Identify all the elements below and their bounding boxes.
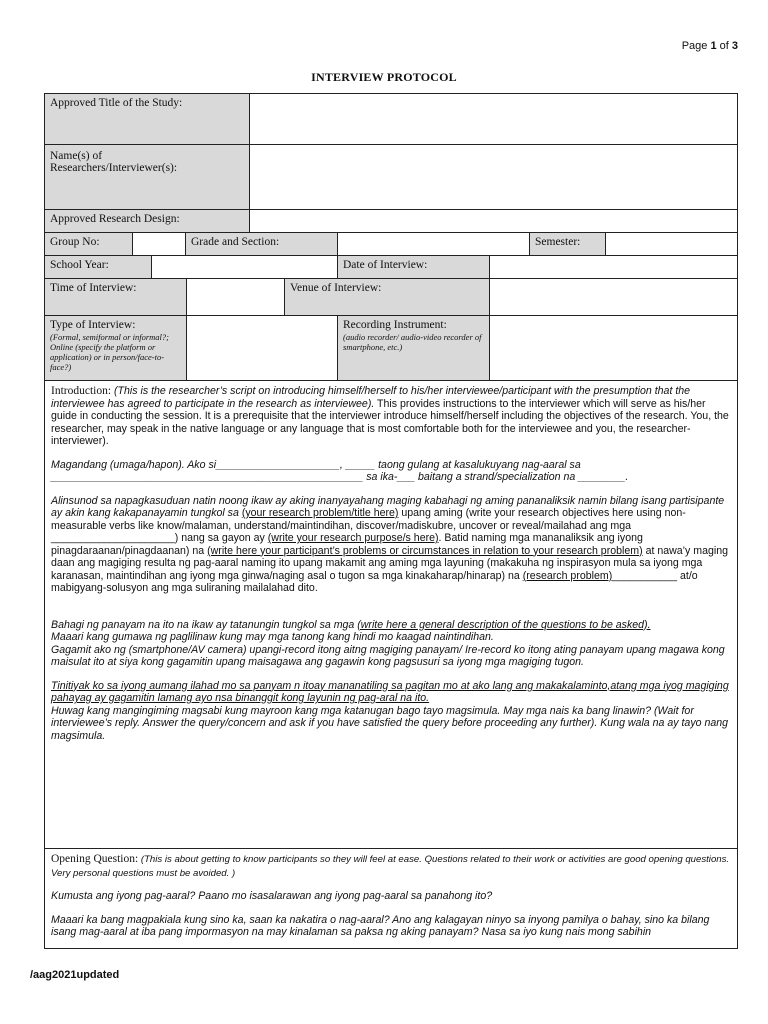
school-year-label: School Year: [45, 256, 152, 279]
group-no-field[interactable] [133, 233, 186, 256]
time-of-interview-label: Time of Interview: [45, 279, 187, 316]
venue-of-interview-label: Venue of Interview: [285, 279, 490, 316]
recording-instrument-label: Recording Instrument: (audio recorder/ audio-video recorder of smartphone, etc.) [338, 316, 490, 381]
grade-section-label: Grade and Section: [186, 233, 338, 256]
venue-of-interview-field[interactable] [490, 279, 737, 316]
researchers-field[interactable] [250, 145, 737, 210]
type-of-interview-field[interactable] [187, 316, 338, 381]
opening-question-heading: Opening Question: (This is about getting to know participants so they will feel at ease. Questions related to their work or activities are good opening questions. Very personal questions must be avoided. ) [51, 853, 730, 879]
research-design-field[interactable] [250, 210, 737, 233]
self-introduction-script: Magandang (umaga/hapon). Ako si_____________________, _____ taong gulang at kasalukuyang nag-aaral sa _____________________________________________________ sa ika-___ baitang a strand/specialization na ________. [51, 458, 629, 483]
type-of-interview-note: (Formal, semiformal or informal?; Online (specify the platform or application) or in person/face-to-face?) [50, 332, 169, 372]
interview-overview-script: Bahagi ng panayam na ito na ikaw ay tatanungin tungkol sa mga (write here a general description of the questions to be asked). Maaari kang gumawa ng paglilinaw kung may mga tanong kang hindi mo kaagad naintindihan. Gagamit ako ng (smartphone/AV camera) upangi-record itong aitng magiging panayam/ Ire-record ko itong ating panayam upang magawa kong maisulat ito at siya kong gagamitin upang maisagawa ang gagawin kong pagsusuri sa iyong mga magiging tugon. [51, 618, 725, 668]
type-of-interview-label: Type of Interview: (Formal, semiformal or informal?; Online (specify the platform or application) or in person/face-to-face?) [45, 316, 187, 381]
time-of-interview-field[interactable] [187, 279, 285, 316]
date-of-interview-label: Date of Interview: [338, 256, 490, 279]
study-title-label: Approved Title of the Study: [45, 94, 250, 145]
document-title: INTERVIEW PROTOCOL [311, 70, 457, 84]
school-year-field[interactable] [152, 256, 338, 279]
semester-field[interactable] [606, 233, 737, 256]
recording-instrument-field[interactable] [490, 316, 737, 381]
confidentiality-script: Tinitiyak ko sa iyong aumang ilahad mo sa panyam n itoay mananatiling sa pagitan mo at ako lang ang makakalaminto,atang mga iyog magiging pahayag ay gagamitin lamang ayo nsa binanggit kong layunin ng pag-aral na ito. Huwag kang mangingiming magsabi kung mayroon kang mga katanugan bago tayo magsimula. May mga nais ka bang linawin? (Wait for interviewee’s reply. Answer the query/concern and ask if you have satisfied the query before proceeding any further). Kung wala na ay tayo nang magsimula. [51, 679, 729, 742]
opening-question-1: Kumusta ang iyong pag-aaral? Paano mo isasalarawan ang iyong pag-aaral sa panahong ito? [51, 890, 493, 902]
opening-question-2: Maaari ka bang magpakiala kung sino ka, saan ka nakatira o nag-aaral? Ano ang kalagayan ninyo sa inyong pamilya o bahay, sino ka bilang isang mag-aaral at iba pang impormasyon na may kinalaman sa paksa ng aking panayam? Nasa sa iyo kung nais mong sabihin [51, 913, 710, 938]
introduction-section [45, 381, 737, 849]
intro-paragraph: Introduction: (This is the researcher’s script on introducing himself/herself to his/her interviewee/participant with the presumption that the interviewee has agreed to participate in the research as interviewee). This provides instructions to the interviewer which will serve as his/her guide in conducting the session. It is a prerequisite that the interviewer introduce himself/herself including the objectives of the research. You, the researcher, may speak in the native language or any language that is most comfortable both for the interviewee and you, the researcher-interviewer). [51, 385, 729, 447]
semester-label: Semester: [530, 233, 606, 256]
study-title-field[interactable] [250, 94, 737, 145]
grade-section-field[interactable] [338, 233, 530, 256]
group-no-label: Group No: [45, 233, 133, 256]
opening-question-section [45, 849, 737, 949]
date-of-interview-field[interactable] [490, 256, 737, 279]
researchers-label: Name(s) of Researchers/Interviewer(s): [45, 145, 250, 210]
research-design-label: Approved Research Design: [45, 210, 250, 233]
recording-instrument-note: (audio recorder/ audio-video recorder of smartphone, etc.) [343, 332, 482, 352]
interview-protocol-form [44, 93, 738, 949]
page-number: Page 1 of 3 [681, 40, 738, 52]
footer-revision-tag: /aag2021updated [30, 969, 120, 981]
research-purpose-script: Alinsunod sa napagkasuduan natin noong ikaw ay aking inanyayahang maging kabahagi ng aming pananaliksik namin bilang isang partisipante ay akin kang kakapanayamin tungkol sa (your research problem/title here) upang aming (write your research objectives here using non-measurable verbs like know/malaman, understand/maintindihan, discover/madiskubre, uncover or reveal/mailahad ang mga _____________________) nang sa gayon ay (write your research purpose/s here). Batid naming mga mananaliksik ang iyong pinagdaraanan/pinagdaanan) na (write here your participant’s problems or circumstances in relation to your research problem) at nawa’y maging daan ang magiging resulta ng pag-aaral naming ito upang makamit ang aming mga layuning (makakuha ng inspirasyon mula sa iyong mga karanasan, maintindihan ang iyong mga ginwa/naging asal o tugon sa mga kinakaharap/hinarap) na (research problem)___________ at/o mabigyang-solusyon ang mga suliraning mailalahad dito. [51, 494, 729, 594]
